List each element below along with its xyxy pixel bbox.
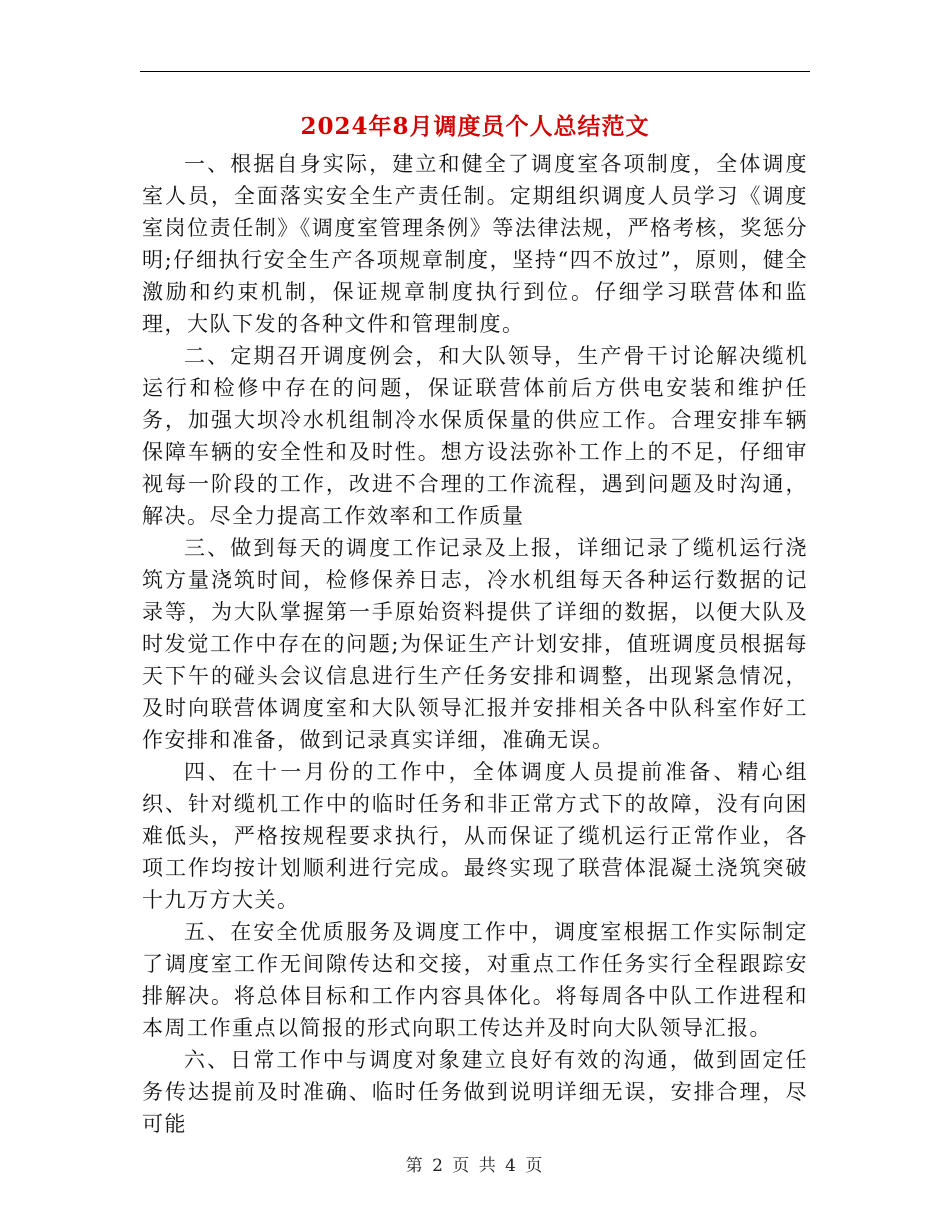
page-number: 第 2 页 共 4 页	[405, 1156, 545, 1176]
document-title: 2024年8月调度员个人总结范文	[300, 113, 650, 140]
paragraph-1: 一、根据自身实际，建立和健全了调度室各项制度，全体调度室人员，全面落实安全生产责任制。定期组织调度人员学习《调度室岗位责任制》《调度室管理条例》等法律法规，严格考核，奖惩分明;仔细执行安全生产各项规章制度，坚持“四不放过”，原则，健全激励和约束机制，保证规章制度执行到位。仔细学习联营体和监理，大队下发的各种文件和管理制度。	[142, 152, 808, 336]
paragraph-6: 六、日常工作中与调度对象建立良好有效的沟通，做到固定任务传达提前及时准确、临时任务做到说明详细无误，安排合理，尽可能	[142, 1048, 808, 1136]
header-rule	[140, 71, 810, 72]
paragraph-5: 五、在安全优质服务及调度工作中，调度室根据工作实际制定了调度室工作无间隙传达和交接，对重点工作任务实行全程跟踪安排解决。将总体目标和工作内容具体化。将每周各中队工作进程和本周工作重点以简报的形式向职工传达并及时向大队领导汇报。	[142, 920, 808, 1040]
paragraph-4: 四、在十一月份的工作中，全体调度人员提前准备、精心组织、针对缆机工作中的临时任务和非正常方式下的故障，没有向困难低头，严格按规程要求执行，从而保证了缆机运行正常作业，各项工作均按计划顺利进行完成。最终实现了联营体混凝土浇筑突破十九万方大关。	[142, 760, 808, 912]
paragraph-3: 三、做到每天的调度工作记录及上报，详细记录了缆机运行浇筑方量浇筑时间，检修保养日志，冷水机组每天各种运行数据的记录等，为大队掌握第一手原始资料提供了详细的数据，以便大队及时发觉工作中存在的问题;为保证生产计划安排，值班调度员根据每天下午的碰头会议信息进行生产任务安排和调整，出现紧急情况，及时向联营体调度室和大队领导汇报并安排相关各中队科室作好工作安排和准备，做到记录真实详细，准确无误。	[142, 536, 808, 752]
paragraph-2: 二、定期召开调度例会，和大队领导，生产骨干讨论解决缆机运行和检修中存在的问题，保证联营体前后方供电安装和维护任务，加强大坝冷水机组制冷水保质保量的供应工作。合理安排车辆保障车辆的安全性和及时性。想方设法弥补工作上的不足，仔细审视每一阶段的工作，改进不合理的工作流程，遇到问题及时沟通，解决。尽全力提高工作效率和工作质量	[142, 344, 808, 528]
document-body	[142, 148, 808, 1140]
